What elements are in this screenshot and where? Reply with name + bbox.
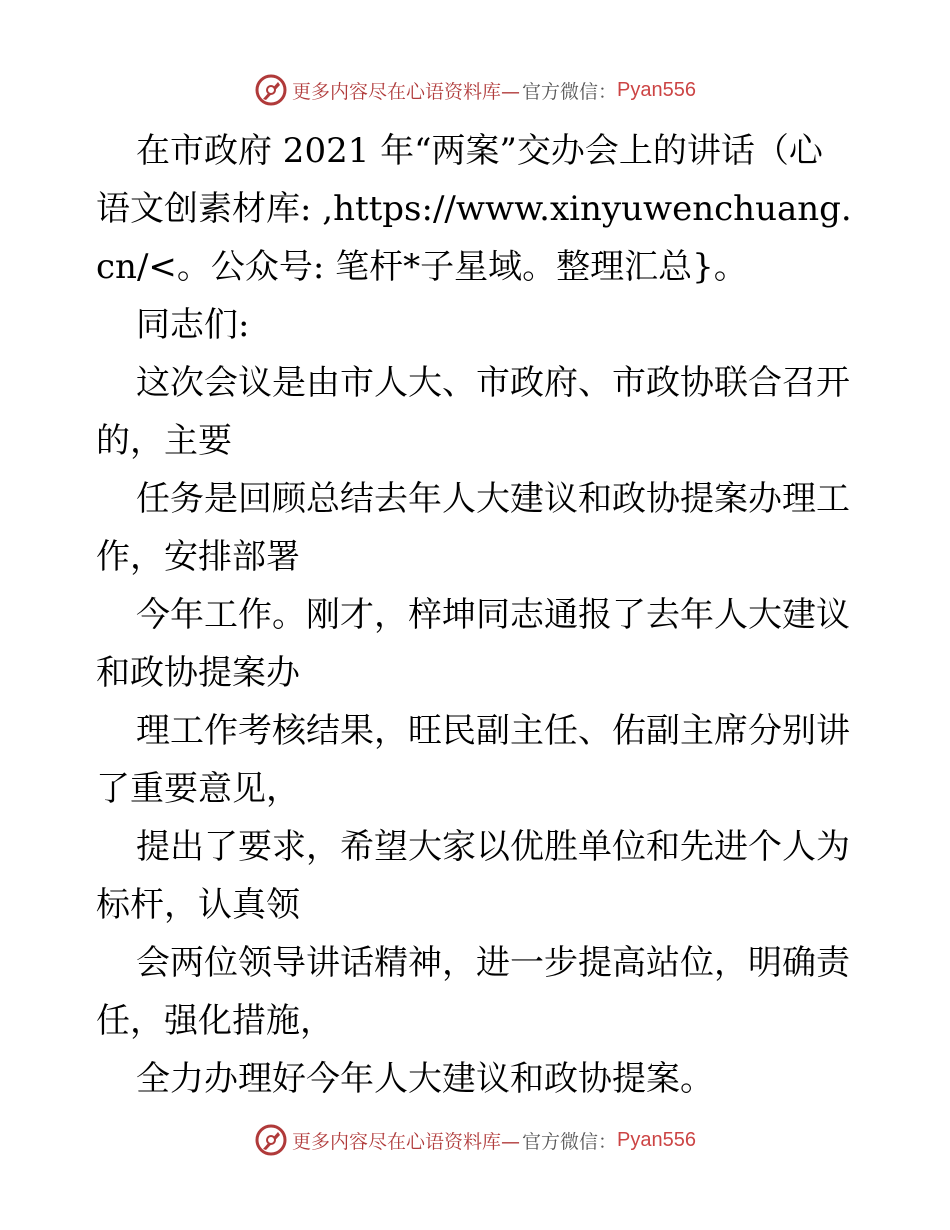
paragraph: 理工作考核结果，旺民副主任、佑副主席分别讲了重要意见， [96,711,850,809]
header-watermark [0,70,950,110]
watermark-text: 更多内容尽在心语资料库— [292,1130,521,1153]
footer-watermark [0,1120,950,1160]
document-body [96,122,856,1108]
wechat-id: Pyan556 [617,78,696,101]
quill-logo-icon [254,73,288,107]
paragraph: 会两位领导讲话精神，进一步提高站位，明确责任，强化措施， [96,943,850,1041]
wechat-id: Pyan556 [617,1128,696,1151]
paragraph: 全力办理好今年人大建议和政协提案。 [136,1059,714,1099]
paragraph: 提出了要求，希望大家以优胜单位和先进个人为标杆，认真领 [96,827,850,925]
paragraph: 这次会议是由市人大、市政府、市政协联合召开的，主要 [96,363,850,461]
wechat-label: 官方微信： [522,1130,618,1153]
paragraph: 今年工作。刚才，梓坤同志通报了去年人大建议和政协提案办 [96,595,850,693]
paragraph: 任务是回顾总结去年人大建议和政协提案办理工作，安排部署 [96,479,850,577]
wechat-label: 官方微信： [522,80,618,103]
paragraph: 同志们: [136,305,250,345]
quill-logo-icon [254,1123,288,1157]
document-title: 在市政府 2021 年“两案”交办会上的讲话（心语文创素材库: ,https://www.xinyuwenchuang.cn/<。公众号: 笔杆*子星域。整理汇总}。 [96,131,852,287]
watermark-text: 更多内容尽在心语资料库— [292,80,521,103]
